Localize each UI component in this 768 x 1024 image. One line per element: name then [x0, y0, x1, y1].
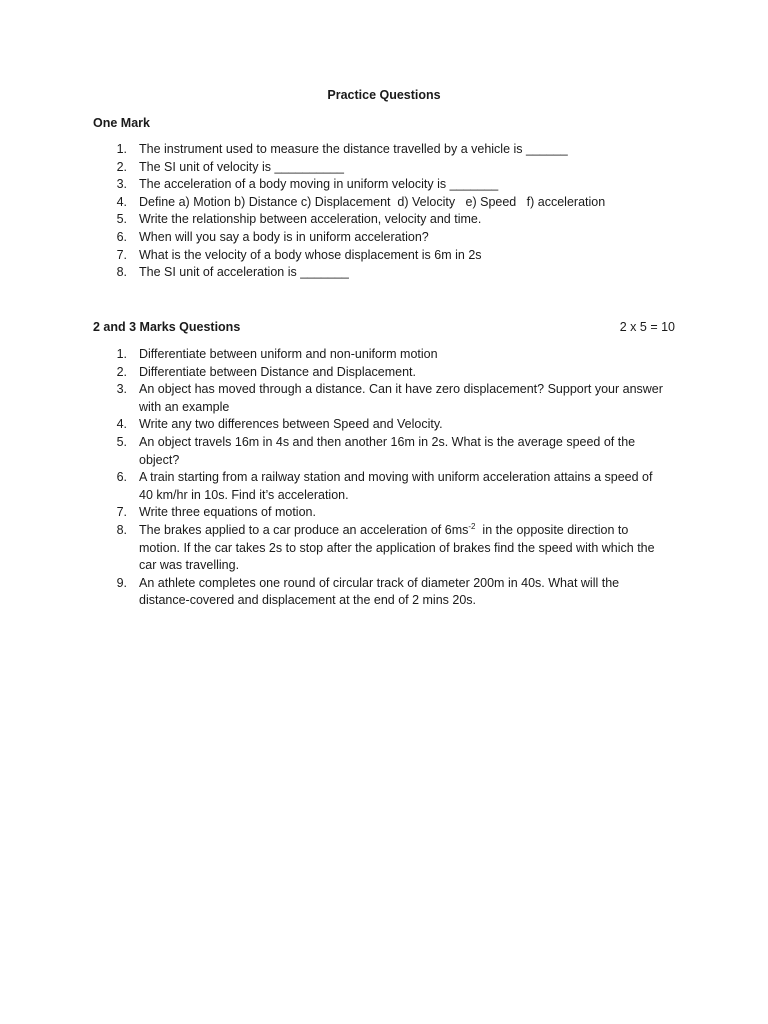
question-text [139, 523, 658, 572]
two-three-marks-heading: 2 and 3 Marks Questions [93, 320, 241, 334]
one-mark-question-list [0, 141, 768, 282]
one-mark-heading: One Mark [93, 116, 150, 130]
question-number: 7. [116, 505, 127, 520]
question-text: Write three equations of motion. [139, 505, 316, 520]
list-item [0, 247, 669, 265]
list-item [0, 575, 669, 610]
question-text-part: The brakes applied to a car produce an acceleration of 6ms [139, 522, 469, 537]
question-text: The SI unit of velocity is __________ [139, 159, 344, 174]
question-text: Write the relationship between acceleration, velocity and time. [139, 212, 482, 227]
list-item [0, 264, 669, 282]
list-item [0, 469, 669, 504]
question-text: An object travels 16m in 4s and then another 16m in 2s. What is the average speed of the object? [139, 434, 636, 467]
question-text: The acceleration of a body moving in uniform velocity is _______ [139, 177, 499, 192]
question-number: 1. [116, 142, 127, 156]
list-item [0, 211, 669, 229]
question-number: 5. [116, 212, 127, 227]
question-number: 8. [116, 522, 127, 537]
question-text: Differentiate between uniform and non-uniform motion [139, 347, 438, 361]
question-text: When will you say a body is in uniform acceleration? [139, 229, 429, 244]
list-item [0, 141, 669, 159]
question-text: A train starting from a railway station and moving with uniform acceleration attains a speed of 40 km/hr in 10s. Find it’s acceleration. [139, 470, 653, 502]
list-item [0, 434, 669, 469]
question-number: 6. [116, 229, 127, 244]
list-item [0, 346, 669, 364]
question-number: 4. [116, 417, 127, 432]
marks-note: 2 x 5 = 10 [619, 320, 675, 334]
question-text-part: in the opposite direction to motion. If the car takes 2s to stop after the application of brakes find the speed with which the car was travelling. [139, 522, 659, 573]
list-item [0, 364, 669, 382]
question-number: 6. [116, 470, 127, 485]
question-text: The instrument used to measure the distance travelled by a vehicle is ______ [139, 142, 568, 156]
question-number: 8. [116, 265, 127, 280]
question-number: 9. [116, 575, 127, 590]
question-text: An object has moved through a distance. Can it have zero displacement? Support your answer with an example [139, 382, 663, 414]
question-text: The SI unit of acceleration is _______ [139, 265, 349, 280]
list-item [0, 504, 669, 522]
page-title: Practice Questions [327, 88, 441, 102]
list-item [0, 416, 669, 434]
question-number: 5. [116, 434, 127, 449]
question-text: Write any two differences between Speed and Velocity. [139, 417, 443, 432]
question-text: Differentiate between Distance and Displacement. [139, 364, 417, 379]
question-text: Define a) Motion b) Distance c) Displacement d) Velocity e) Speed f) acceleration [139, 194, 606, 209]
question-number: 2. [116, 159, 127, 174]
question-number: 3. [116, 177, 127, 192]
list-item [0, 522, 669, 575]
two-three-marks-question-list [0, 346, 768, 610]
question-number: 2. [116, 364, 127, 379]
question-number: 7. [116, 247, 127, 262]
question-text: An athlete completes one round of circular track of diameter 200m in 40s. What will the distance-covered and displacement at the end of 2 mins 20s. [139, 575, 620, 608]
list-item [0, 381, 669, 416]
list-item [0, 176, 669, 194]
unit-exponent: -2 [468, 521, 476, 531]
question-number: 4. [116, 194, 127, 209]
question-text: What is the velocity of a body whose displacement is 6m in 2s [139, 247, 482, 262]
question-number: 1. [116, 347, 127, 361]
list-item [0, 194, 669, 212]
list-item [0, 159, 669, 177]
list-item [0, 229, 669, 247]
question-number: 3. [116, 382, 127, 397]
